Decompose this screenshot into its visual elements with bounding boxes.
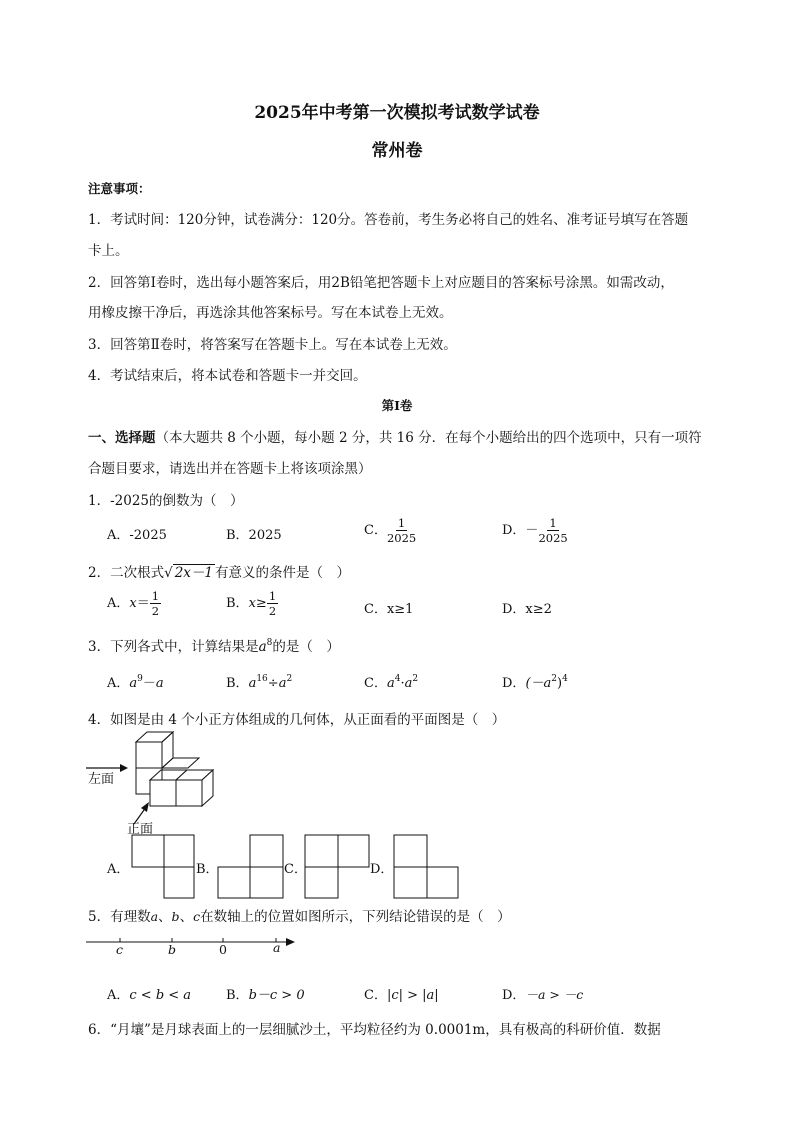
q4-option-a-square-3 bbox=[164, 867, 194, 898]
q1-option-d-numerator: 1 bbox=[549, 516, 557, 530]
q5-axis-arrow bbox=[286, 938, 295, 946]
section-label: 第Ⅰ卷 bbox=[381, 398, 413, 413]
q3-option-d bbox=[502, 672, 568, 691]
q5-option-b bbox=[226, 984, 305, 1003]
q2-option-a-numerator: 1 bbox=[151, 589, 160, 603]
notice-item-1-line-1: 1．考试时间：120分钟，试卷满分：120分。答卷前，考生务必将自己的姓名、准考证号填写在答题 bbox=[88, 212, 689, 228]
q5-option-a-expr: c < b < a bbox=[129, 988, 192, 1003]
q3-option-a-prefix: A． bbox=[107, 676, 130, 691]
q4-left-face-label: 左面 bbox=[88, 772, 115, 787]
q3-option-c bbox=[364, 672, 418, 691]
q5-var-b: b bbox=[171, 909, 180, 924]
q4-option-d-square-1 bbox=[394, 835, 427, 867]
q3-stem-base: a bbox=[258, 639, 267, 655]
q4-option-b-square-3 bbox=[250, 867, 283, 898]
q1-stem: 1．-2025的倒数为（ ） bbox=[88, 493, 244, 509]
q1-option-c-denominator: 2025 bbox=[386, 531, 417, 545]
q3-option-d-inner-exp: 2 bbox=[551, 674, 557, 684]
q2-option-d: D．x≥2 bbox=[502, 602, 552, 617]
q4-option-d-view bbox=[392, 834, 460, 900]
notice-item-2-line-1: 2．回答第Ⅰ卷时，选出每小题答案后，用2B铅笔把答题卡上对应题目的答案标号涂黑。如需改动， bbox=[88, 275, 674, 291]
q1-option-c-numerator: 1 bbox=[397, 516, 406, 530]
q4-cube-right-lid bbox=[162, 758, 199, 768]
q5-option-c bbox=[364, 984, 439, 1003]
section-desc-line-1: （本大题共 8 个小题，每小题 2 分，共 16 分．在每个小题给出的四个选项中，只有一项符 bbox=[155, 430, 702, 446]
q1-option-c-prefix: C． bbox=[364, 523, 387, 538]
q4-option-b-square-1 bbox=[250, 835, 283, 867]
q3-option-c-op: · bbox=[400, 676, 405, 691]
q3-option-c-base1: a bbox=[386, 676, 395, 691]
q3-option-b bbox=[226, 672, 292, 691]
q1-option-c-fraction bbox=[387, 516, 416, 545]
q5-sep-2: 、 bbox=[179, 909, 194, 925]
q3-option-b-prefix: B． bbox=[226, 676, 249, 691]
q3-option-c-exp1: 4 bbox=[394, 674, 401, 684]
q4-option-d-square-3 bbox=[427, 867, 458, 898]
q2-option-b-numerator: 1 bbox=[268, 589, 277, 603]
q2-stem-pre: 2．二次根式 bbox=[88, 565, 165, 581]
q5-axis-label-0: 0 bbox=[219, 942, 227, 957]
q2-option-a-prefix: A． bbox=[107, 596, 130, 611]
q3-option-c-exp2: 2 bbox=[412, 674, 419, 684]
notice-item-4: 4．考试结束后，将本试卷和答题卡一并交回。 bbox=[88, 368, 367, 384]
q5-option-d bbox=[502, 984, 583, 1003]
q5-axis-label-b: b bbox=[168, 942, 177, 957]
q3-option-b-op: ÷ bbox=[267, 676, 279, 691]
q3-option-b-exp1: 16 bbox=[256, 674, 268, 684]
q3-option-a-base1: a bbox=[129, 676, 138, 691]
q2-option-c: C．x≥1 bbox=[364, 602, 414, 617]
q5-option-a-prefix: A． bbox=[107, 988, 130, 1003]
q3-option-b-base1: a bbox=[248, 676, 257, 691]
q4-left-arrow-head bbox=[120, 764, 128, 772]
q2-option-a-op: ＝ bbox=[136, 596, 150, 611]
section-desc-line-2: 合题目要求，请选出并在答题卡上将该项涂黑） bbox=[88, 461, 372, 477]
q4-option-a-view bbox=[128, 834, 196, 900]
q3-option-a-exp1: 9 bbox=[137, 674, 143, 684]
notice-item-2-line-2: 用橡皮擦干净后，再选涂其他答案标号。写在本试卷上无效。 bbox=[88, 305, 453, 321]
q1-option-b: B．2025 bbox=[226, 528, 282, 543]
q3-option-a-base2: a bbox=[155, 676, 164, 691]
q1-option-d-denominator: 2025 bbox=[538, 531, 568, 545]
q4-option-a-label: A． bbox=[107, 862, 130, 877]
q4-option-c-view bbox=[303, 834, 371, 900]
q1-option-a: A．-2025 bbox=[107, 528, 167, 543]
q2-stem-post: 有意义的条件是（ ） bbox=[215, 565, 350, 581]
q2-option-a-var: x bbox=[129, 596, 137, 611]
q5-option-c-prefix: C． bbox=[364, 988, 387, 1003]
q4-option-d-square-2 bbox=[394, 867, 427, 898]
notice-heading: 注意事项： bbox=[88, 181, 151, 196]
exam-subtitle: 常州卷 bbox=[371, 141, 423, 161]
q3-option-c-prefix: C． bbox=[364, 676, 387, 691]
q4-option-a-square-1 bbox=[132, 835, 164, 867]
q5-axis-label-c: c bbox=[116, 942, 124, 957]
q4-option-d-label: D． bbox=[370, 862, 394, 877]
q3-option-a-op: － bbox=[142, 676, 156, 691]
q4-option-a-square-2 bbox=[164, 835, 194, 867]
q2-option-b-prefix: B． bbox=[226, 596, 249, 611]
q3-stem-exp: 8 bbox=[266, 638, 273, 648]
q3-stem-post: 的是（ ） bbox=[272, 639, 340, 655]
q5-var-a: a bbox=[150, 909, 159, 924]
q5-option-d-prefix: D． bbox=[502, 988, 526, 1003]
q1-option-d bbox=[502, 516, 568, 545]
q4-cube-drawing bbox=[136, 732, 213, 806]
q2-option-a bbox=[107, 589, 161, 618]
q5-option-d-expr: －a > －c bbox=[525, 987, 584, 1002]
q5-option-a bbox=[107, 984, 191, 1003]
q2-option-b-var: x bbox=[248, 596, 256, 611]
q2-stem: 2．二次根式√ 2x－1 有意义的条件是（ ） bbox=[88, 565, 350, 581]
q4-option-b-view bbox=[216, 834, 286, 900]
q3-option-b-base2: a bbox=[278, 676, 287, 691]
q2-option-b-fraction bbox=[267, 589, 278, 618]
q3-option-d-inner: (－a bbox=[525, 676, 552, 691]
q5-sep-1: 、 bbox=[158, 909, 172, 925]
q4-option-c-square-3 bbox=[305, 867, 338, 898]
q2-option-b-op: ≥ bbox=[255, 596, 267, 611]
q3-option-d-outer-exp: 4 bbox=[562, 674, 568, 684]
q4-option-b-label: B． bbox=[196, 862, 219, 877]
q4-stem: 4．如图是由 4 个小正方体组成的几何体，从正面看的平面图是（ ） bbox=[88, 712, 506, 728]
q2-option-b-denominator: 2 bbox=[268, 604, 277, 618]
q3-option-a bbox=[107, 672, 164, 691]
q2-option-b bbox=[226, 589, 278, 618]
q3-option-d-prefix: D． bbox=[502, 676, 526, 691]
q5-stem-post: 在数轴上的位置如图所示，下列结论错误的是（ ） bbox=[200, 909, 511, 925]
notice-item-1-line-2: 卡上。 bbox=[88, 243, 129, 259]
q4-front-face-label: 正面 bbox=[127, 822, 154, 837]
q2-option-a-denominator: 2 bbox=[151, 604, 160, 618]
q4-option-c-square-1 bbox=[305, 835, 338, 867]
q4-option-c-square-2 bbox=[338, 835, 369, 867]
q5-option-b-expr: b－c > 0 bbox=[248, 988, 305, 1003]
q3-stem bbox=[88, 635, 340, 655]
section-heading: 一、选择题 bbox=[88, 430, 156, 446]
q4-cube-top-front bbox=[136, 742, 162, 768]
q4-option-c-label: C． bbox=[284, 862, 307, 877]
q1-option-d-prefix: D．－ bbox=[502, 523, 539, 538]
q3-option-d-close: ) bbox=[557, 676, 563, 691]
section-intro bbox=[88, 426, 702, 446]
q3-option-c-base2: a bbox=[404, 676, 413, 691]
q5-stem-pre: 5．有理数 bbox=[88, 909, 151, 925]
notice-item-3: 3．回答第Ⅱ卷时，将答案写在答题卡上。写在本试卷上无效。 bbox=[88, 337, 457, 353]
q4-cube-front-face bbox=[150, 780, 176, 806]
q5-option-c-expr: |c| > |a| bbox=[386, 988, 439, 1003]
q3-stem-pre: 3．下列各式中，计算结果是 bbox=[88, 639, 259, 655]
q2-radicand: 2x－1 bbox=[174, 565, 213, 581]
q5-var-c: c bbox=[193, 909, 201, 924]
q4-front-arrow-head bbox=[141, 802, 149, 812]
q4-option-b-square-2 bbox=[218, 867, 250, 898]
q1-option-d-fraction bbox=[538, 516, 567, 545]
q2-option-a-fraction bbox=[150, 589, 161, 618]
q5-stem bbox=[88, 905, 511, 925]
q5-option-b-prefix: B． bbox=[226, 988, 249, 1003]
q5-axis-label-a: a bbox=[273, 940, 281, 955]
exam-title: 2025年中考第一次模拟考试数学试卷 bbox=[254, 103, 540, 123]
q3-option-b-exp2: 2 bbox=[286, 674, 293, 684]
q1-option-c bbox=[364, 516, 416, 545]
q4-cube-front-right-face bbox=[176, 780, 202, 806]
q6-stem: 6．“月壤”是月球表面上的一层细腻沙土，平均粒径约为 0.0001m，具有极高的科研价值．数据 bbox=[88, 1022, 661, 1038]
